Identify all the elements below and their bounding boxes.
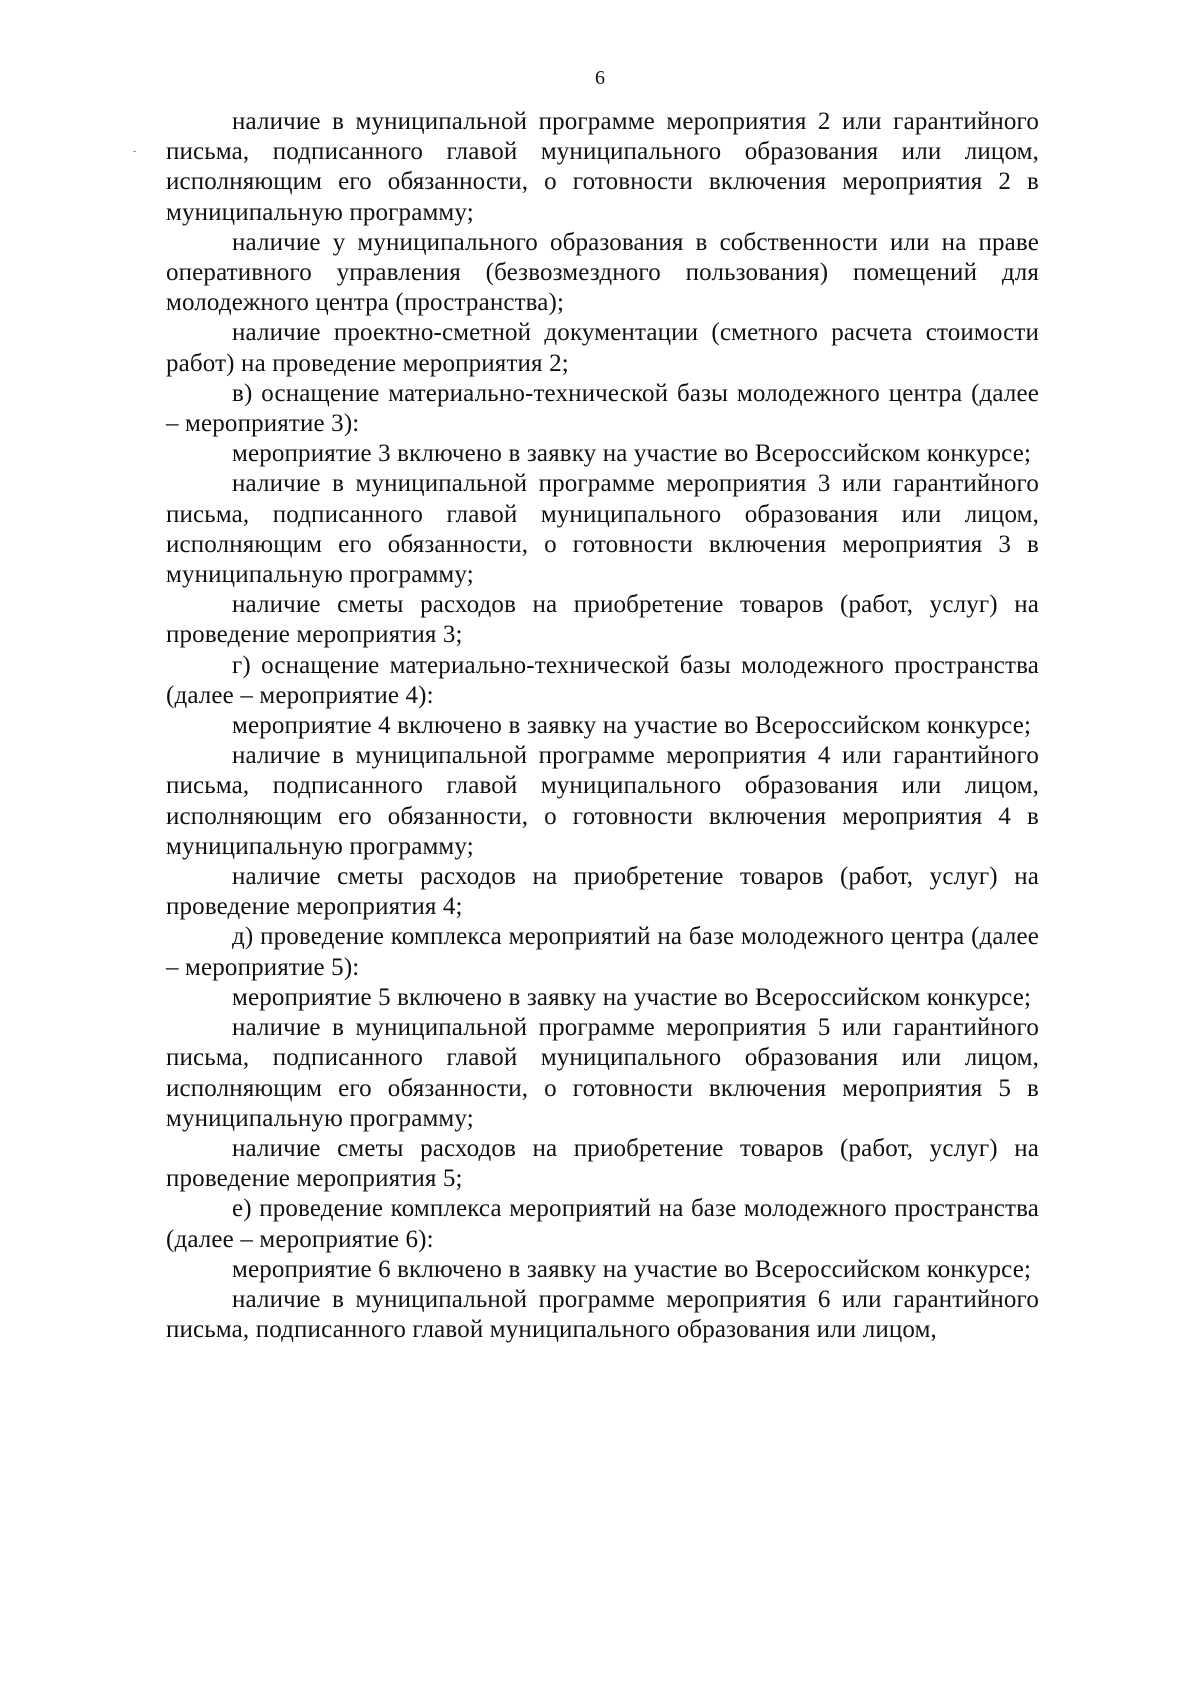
paragraph: наличие сметы расходов на приобретение товаров (работ, услуг) на проведение мероприятия 5; (166, 1134, 1039, 1193)
paragraph: е) проведение комплекса мероприятий на базе молодежного пространства (далее – мероприятие 6): (166, 1195, 1039, 1253)
paragraph: наличие в муниципальной программе мероприятия 3 или гарантийного письма, подписанного главой муниципального образования или лицом, исполняющим его обязанности, о готовности включения мероприятия 3 в муниципальную программу; (166, 470, 1039, 589)
paragraph: наличие в муниципальной программе мероприятия 2 или гарантийного письма, подписанного главой муниципального образования или лицом, исполняющим его обязанности, о готовности включения мероприятия 2 в муниципальную программу; (166, 108, 1039, 226)
document-body (166, 107, 1039, 1345)
paragraph: наличие сметы расходов на приобретение товаров (работ, услуг) на проведение мероприятия 3; (166, 591, 1039, 649)
page-number: 6 (595, 67, 605, 89)
paragraph: д) проведение комплекса мероприятий на базе молодежного центра (далее – мероприятие 5): (166, 923, 1039, 981)
paragraph: г) оснащение материально-технической базы молодежного пространства (далее – мероприятие 4): (166, 651, 1039, 709)
paragraph: наличие проектно-сметной документации (сметного расчета стоимости работ) на проведение мероприятия 2; (166, 319, 1039, 377)
paragraph: мероприятие 4 включено в заявку на участие во Всероссийском конкурсе; (232, 712, 1032, 740)
paragraph: в) оснащение материально-технической базы молодежного центра (далее – мероприятие 3): (166, 379, 1039, 438)
paragraph: наличие в муниципальной программе мероприятия 5 или гарантийного письма, подписанного главой муниципального образования или лицом, исполняющим его обязанности, о готовности включения мероприятия 5 в муниципальную программу; (166, 1014, 1039, 1132)
paragraph: наличие у муниципального образования в собственности или на праве оперативного управления (безвозмездного пользования) помещений для молодежного центра (пространства); (166, 228, 1039, 317)
paragraph: мероприятие 3 включено в заявку на участие во Всероссийском конкурсе; (232, 440, 1032, 468)
paragraph: мероприятие 5 включено в заявку на участие во Всероссийском конкурсе; (232, 983, 1032, 1011)
scan-speck (133, 151, 136, 152)
paragraph: наличие в муниципальной программе мероприятия 6 или гарантийного письма, подписанного главой муниципального образования или лицом, (166, 1285, 1039, 1344)
paragraph: наличие в муниципальной программе мероприятия 4 или гарантийного письма, подписанного главой муниципального образования или лицом, исполняющим его обязанности, о готовности включения мероприятия 4 в муниципальную программу; (166, 742, 1039, 860)
paragraph: мероприятие 6 включено в заявку на участие во Всероссийском конкурсе; (232, 1255, 1032, 1283)
paragraph: наличие сметы расходов на приобретение товаров (работ, услуг) на проведение мероприятия 4; (166, 863, 1039, 921)
